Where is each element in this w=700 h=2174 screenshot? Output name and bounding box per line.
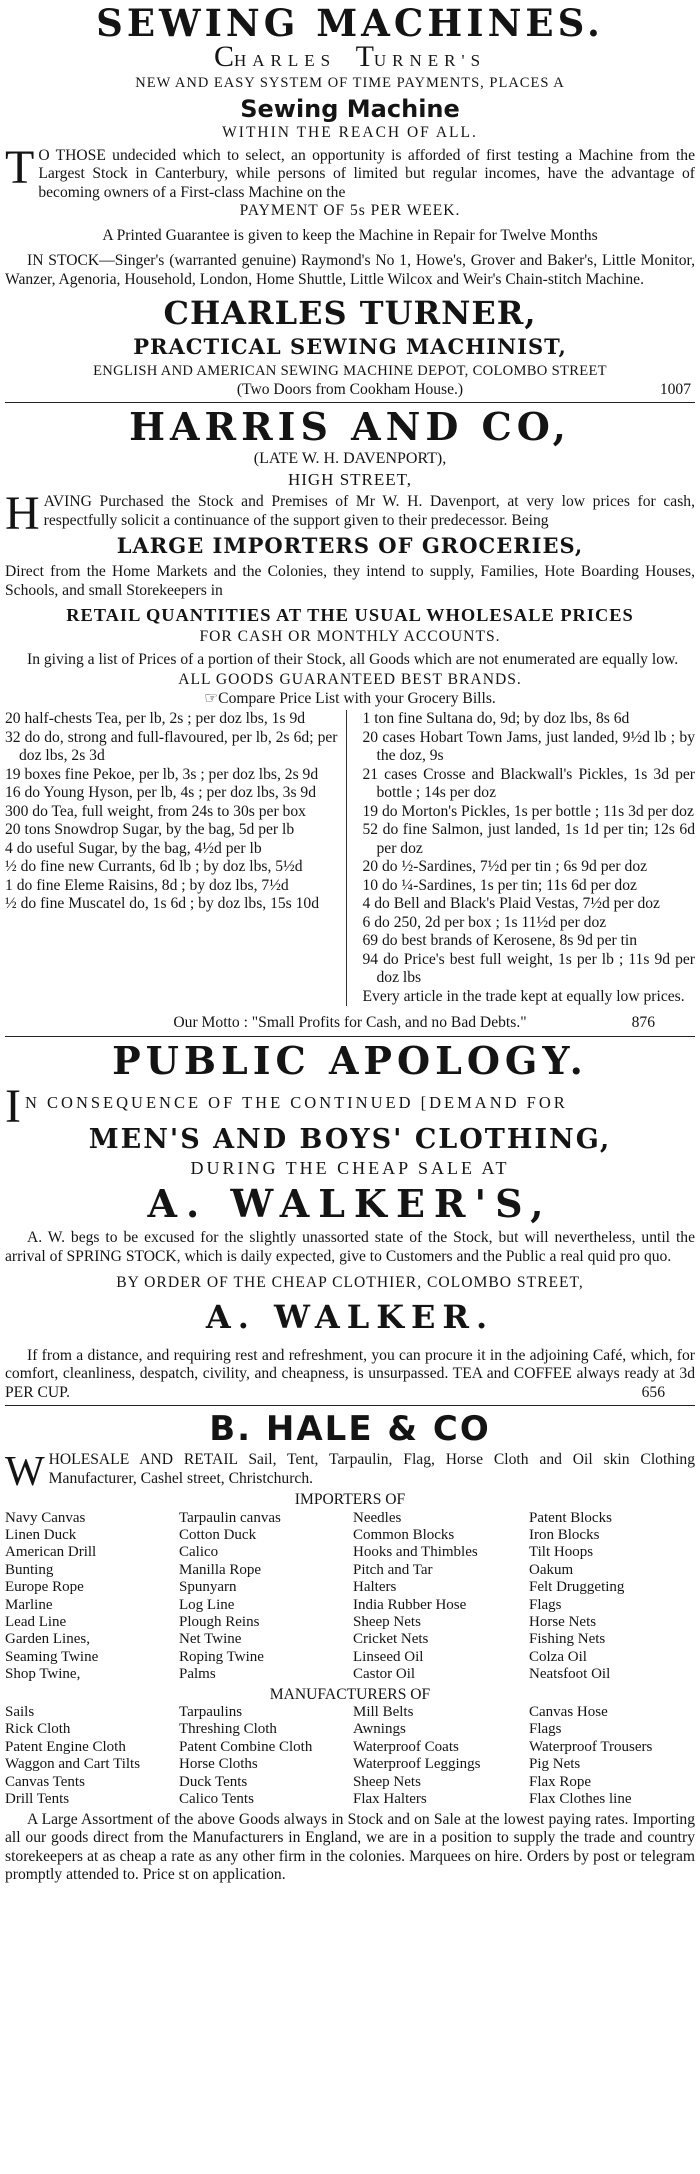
importers-grid [5, 1510, 695, 1684]
list-item: Lead Line [5, 1613, 67, 1630]
list-item: 19 boxes fine Pekoe, per lb, 3s ; per doz lbs, 2s 9d [5, 765, 319, 783]
walker-name: A. WALKER'S, [147, 1181, 553, 1226]
charles-turners-heading: CHARLES TURNER'S [213, 40, 487, 73]
list-item: Roping Twine [179, 1648, 264, 1665]
list-item: Patent Combine Cloth [179, 1738, 313, 1755]
list-item: Manilla Rope [179, 1561, 262, 1578]
harris-giving: In giving a list of Prices of a portion of their Stock, all Goods which are not enumerated are equally low. [27, 650, 679, 668]
list-item: Common Blocks [353, 1526, 455, 1543]
list-item: Canvas Tents [5, 1773, 85, 1790]
price-list-columns [5, 710, 695, 1006]
practical-machinist: PRACTICAL SEWING MACHINIST, [133, 334, 567, 359]
list-item: Duck Tents [179, 1773, 248, 1790]
list-item: Pig Nets [529, 1756, 581, 1773]
list-item: Horse Nets [529, 1613, 597, 1630]
list-item: Drill Tents [5, 1791, 70, 1808]
list-item: 52 do fine Salmon, just landed, 1s 1d per tin; 12s 6d per doz [362, 821, 695, 857]
list-item: Iron Blocks [529, 1526, 600, 1543]
doors-line-row [5, 381, 695, 400]
list-item: Spunyarn [179, 1579, 237, 1596]
list-item: 300 do Tea, full weight, from 24s to 30s per box [5, 802, 306, 820]
hale-closing: A Large Assortment of the above Goods always in Stock and on Sale at the lowest paying rates. Importing all our goods direct from the Manufacturers in England, we are in a position to supply the trade and country storekeepers at as cheap a rate as any other firm in the colonies. Marquees on hire. Orders by post or telegram promptly attended to. Price st on application. [5, 1810, 695, 1883]
harris-ref-number: 876 [631, 1014, 655, 1031]
list-item: Flags [529, 1596, 562, 1613]
charles-turner-name: CHARLES TURNER, [163, 294, 537, 332]
list-item: Seaming Twine [5, 1648, 99, 1665]
list-item: Awnings [353, 1721, 406, 1738]
payment-line: PAYMENT OF 5s PER WEEK. [239, 202, 461, 219]
list-item: Sheep Nets [353, 1613, 421, 1630]
list-item: Cotton Duck [179, 1526, 257, 1543]
list-item: Flax Clothes line [529, 1791, 632, 1808]
list-item: Halters [353, 1579, 397, 1596]
list-item: 10 do ¼-Sardines, 1s per tin; 11s 6d per doz [362, 876, 637, 894]
list-item: Rick Cloth [5, 1721, 71, 1738]
list-item: Needles [353, 1509, 402, 1526]
list-item: Sheep Nets [353, 1773, 421, 1790]
list-item: Calico [179, 1544, 219, 1561]
importers-heading: IMPORTERS OF [294, 1491, 406, 1508]
list-item: Waggon and Cart Tilts [5, 1756, 141, 1773]
list-item: Fishing Nets [529, 1631, 606, 1648]
list-item: Oakum [529, 1561, 574, 1578]
list-item: Plough Reins [179, 1613, 260, 1630]
list-item: Waterproof Leggings [353, 1756, 481, 1773]
divider [5, 1405, 695, 1406]
harris-late: (LATE W. H. DAVENPORT), [253, 450, 447, 467]
manufacturers-heading: MANUFACTURERS OF [269, 1685, 431, 1703]
list-item: 4 do useful Sugar, by the bag, 4½d per lb [5, 839, 262, 857]
harris-motto: Our Motto : "Small Profits for Cash, and no Bad Debts." [173, 1014, 527, 1031]
hale-title: B. HALE & CO [209, 1409, 491, 1449]
list-item: Patent Blocks [529, 1509, 612, 1526]
list-item: Tarpaulin canvas [179, 1509, 281, 1526]
list-item: 20 tons Snowdrop Sugar, by the bag, 5d per lb [5, 821, 295, 838]
sewing-machine-heading: Sewing Machine [240, 95, 460, 123]
guaranteed-brands: ALL GOODS GUARANTEED BEST BRANDS. [178, 671, 522, 688]
list-item: Mill Belts [353, 1704, 414, 1721]
list-item: Horse Cloths [179, 1756, 258, 1773]
list-item: 20 do ½-Sardines, 7½d per tin ; 6s 9d per doz [362, 858, 648, 875]
walker-consequence: I N CONSEQUENCE OF THE CONTINUED [DEMAND FOR [5, 1079, 568, 1133]
manufacturers-grid [5, 1704, 695, 1808]
list-item: Patent Engine Cloth [5, 1738, 126, 1755]
list-item: 20 half-chests Tea, per lb, 2s ; per doz lbs, 1s 9d [5, 710, 306, 727]
sewing-ref-number: 1007 [659, 380, 691, 398]
list-item: 21 cases Crosse and Blackwall's Pickles, 1s 3d per bottle ; 14s per doz [362, 765, 695, 801]
list-item: Navy Canvas [5, 1509, 86, 1526]
list-item: Colza Oil [529, 1648, 587, 1665]
sewing-title: SEWING MACHINES. [96, 1, 604, 45]
price-list-left [5, 710, 347, 1006]
list-item: Log Line [179, 1596, 235, 1613]
sewing-subtitle: NEW AND EASY SYSTEM OF TIME PAYMENTS, PLACES A [135, 74, 565, 91]
list-item: India Rubber Hose [353, 1596, 467, 1613]
depot-line: ENGLISH AND AMERICAN SEWING MACHINE DEPOT, COLOMBO STREET [93, 363, 607, 379]
price-list-right [363, 710, 696, 1006]
walker-signature: A. WALKER. [205, 1297, 495, 1336]
harris-intro: HAVING Purchased the Stock and Premises of Mr W. H. Davenport, at very low prices for cash, respectfully solicit a continuance of the support given to their predecessor. Being [5, 487, 695, 540]
list-item: Tarpaulins [179, 1704, 243, 1721]
list-item: Marline [5, 1596, 53, 1613]
list-item: Pitch and Tar [353, 1561, 433, 1578]
cash-accounts: FOR CASH OR MONTHLY ACCOUNTS. [199, 628, 501, 645]
list-item: Calico Tents [179, 1791, 254, 1808]
hale-intro: WHOLESALE AND RETAIL Sail, Tent, Tarpaulin, Flag, Horse Cloth and Oil skin Clothing Manufacturer, Cashel street, Christchurch. [5, 1449, 695, 1495]
harris-and-co-advert [5, 406, 695, 1033]
walker-ref-number: 656 [641, 1383, 665, 1401]
walker-cafe: If from a distance, and requiring rest and refreshment, you can procure it in the adjoining Café, which, for comfort, cleanliness, despatch, civility, and cheapness, is unsurpassed. TEA and COFFEE always ready at 3d PER CUP. 656 [5, 1346, 695, 1401]
list-item: Threshing Cloth [179, 1721, 277, 1738]
doors-line: (Two Doors from Cookham House.) [236, 380, 464, 398]
cheap-sale: DURING THE CHEAP SALE AT [190, 1157, 510, 1178]
harris-title: HARRIS AND CO, [129, 404, 571, 449]
motto-row [5, 1014, 695, 1033]
list-item: 4 do Bell and Black's Plaid Vestas, 7½d per doz [362, 895, 660, 912]
list-item: Canvas Hose [529, 1704, 608, 1721]
list-item: 1 ton fine Sultana do, 9d; by doz lbs, 8s 6d [362, 710, 630, 727]
list-item: ½ do fine Muscatel do, 1s 6d ; by doz lbs, 15s 10d [5, 895, 320, 912]
harris-direct: Direct from the Home Markets and the Colonies, they intend to supply, Families, Hote Boarding Houses, Schools, and small Storekeepers in [5, 563, 695, 599]
newspaper-advertisements-page [5, 0, 695, 1885]
list-item: Net Twine [179, 1631, 242, 1648]
mens-boys-clothing: MEN'S AND BOYS' CLOTHING, [88, 1123, 612, 1155]
list-item: Sails [5, 1704, 35, 1721]
list-item: American Drill [5, 1544, 97, 1561]
list-item: 16 do Young Hyson, per lb, 4s ; per doz lbs, 3s 9d [5, 784, 317, 801]
list-item: Linen Duck [5, 1526, 77, 1543]
list-item: Bunting [5, 1561, 54, 1578]
sewing-machines-advert [5, 2, 695, 399]
large-importers: LARGE IMPORTERS OF GROCERIES, [116, 533, 584, 558]
retail-quantities: RETAIL QUANTITIES AT THE USUAL WHOLESALE PRICES [66, 605, 634, 625]
list-item: 19 do Morton's Pickles, 1s per bottle ; 11s 3d per doz [362, 802, 694, 820]
list-item: Waterproof Coats [353, 1738, 459, 1755]
list-item: Flags [529, 1721, 562, 1738]
list-item: Every article in the trade kept at equally low prices. [362, 987, 685, 1005]
list-item: Waterproof Trousers [529, 1738, 653, 1755]
guarantee-line: A Printed Guarantee is given to keep the Machine in Repair for Twelve Months [102, 226, 598, 244]
list-item: 32 do do, strong and full-flavoured, per lb, 2s 6d; per doz lbs, 2s 3d [5, 728, 338, 764]
list-item: Castor Oil [353, 1666, 416, 1683]
list-item: Tilt Hoops [529, 1544, 594, 1561]
divider [5, 1036, 695, 1037]
compare-price-list: ☞Compare Price List with your Grocery Bills. [204, 689, 496, 707]
list-item: Linseed Oil [353, 1648, 424, 1665]
list-item: Garden Lines, [5, 1631, 90, 1648]
list-item: 1 do fine Eleme Raisins, 8d ; by doz lbs, 7½d [5, 876, 289, 894]
public-apology-title: PUBLIC APOLOGY. [112, 1037, 588, 1083]
divider [5, 402, 695, 403]
list-item: Neatsfoot Oil [529, 1666, 611, 1683]
list-item: ½ do fine new Currants, 6d lb ; by doz lbs, 5½d [5, 858, 303, 875]
list-item: Shop Twine, [5, 1666, 81, 1683]
walker-body: A. W. begs to be excused for the slightly unassorted state of the Stock, but will nevertheless, until the arrival of SPRING STOCK, which is daily expected, give to Customers and the Public a real quid pro quo. [5, 1229, 695, 1265]
list-item: Hooks and Thimbles [353, 1544, 478, 1561]
list-item: Felt Druggeting [529, 1579, 625, 1596]
walker-advert [5, 1037, 695, 1403]
walker-order: BY ORDER OF THE CHEAP CLOTHIER, COLOMBO STREET, [116, 1274, 584, 1291]
list-item: 6 do 250, 2d per box ; 1s 11½d per doz [362, 913, 607, 931]
harris-street: HIGH STREET, [287, 469, 413, 489]
list-item: 20 cases Hobart Town Jams, just landed, 9½d lb ; by the doz, 9s [362, 728, 695, 764]
stock-list: IN STOCK—Singer's (warranted genuine) Raymond's No 1, Howe's, Grover and Baker's, Little Monitor, Wanzer, Agenoria, Household, London, Home Shuttle, Little Wilcox and Weir's Chain-stitch Machine. [5, 252, 695, 288]
list-item: Cricket Nets [353, 1631, 429, 1648]
list-item: Europe Rope [5, 1579, 84, 1596]
list-item: Flax Rope [529, 1773, 592, 1790]
list-item: 69 do best brands of Kerosene, 8s 9d per tin [362, 932, 638, 949]
list-item: Flax Halters [353, 1791, 427, 1808]
sewing-intro: T O THOSE undecided which to select, an opportunity is afforded of first testing a Machine from the Largest Stock in Canterbury, while persons of limited but regular incomes, have the advantage of becoming owners of a First-class Machine on the [5, 140, 695, 201]
list-item: 94 do Price's best full weight, 1s per lb ; 11s 9d per doz lbs [362, 950, 695, 986]
list-item: Palms [179, 1666, 216, 1683]
within-reach: WITHIN THE REACH OF ALL. [222, 124, 478, 141]
hale-and-co-advert [5, 1409, 695, 1885]
